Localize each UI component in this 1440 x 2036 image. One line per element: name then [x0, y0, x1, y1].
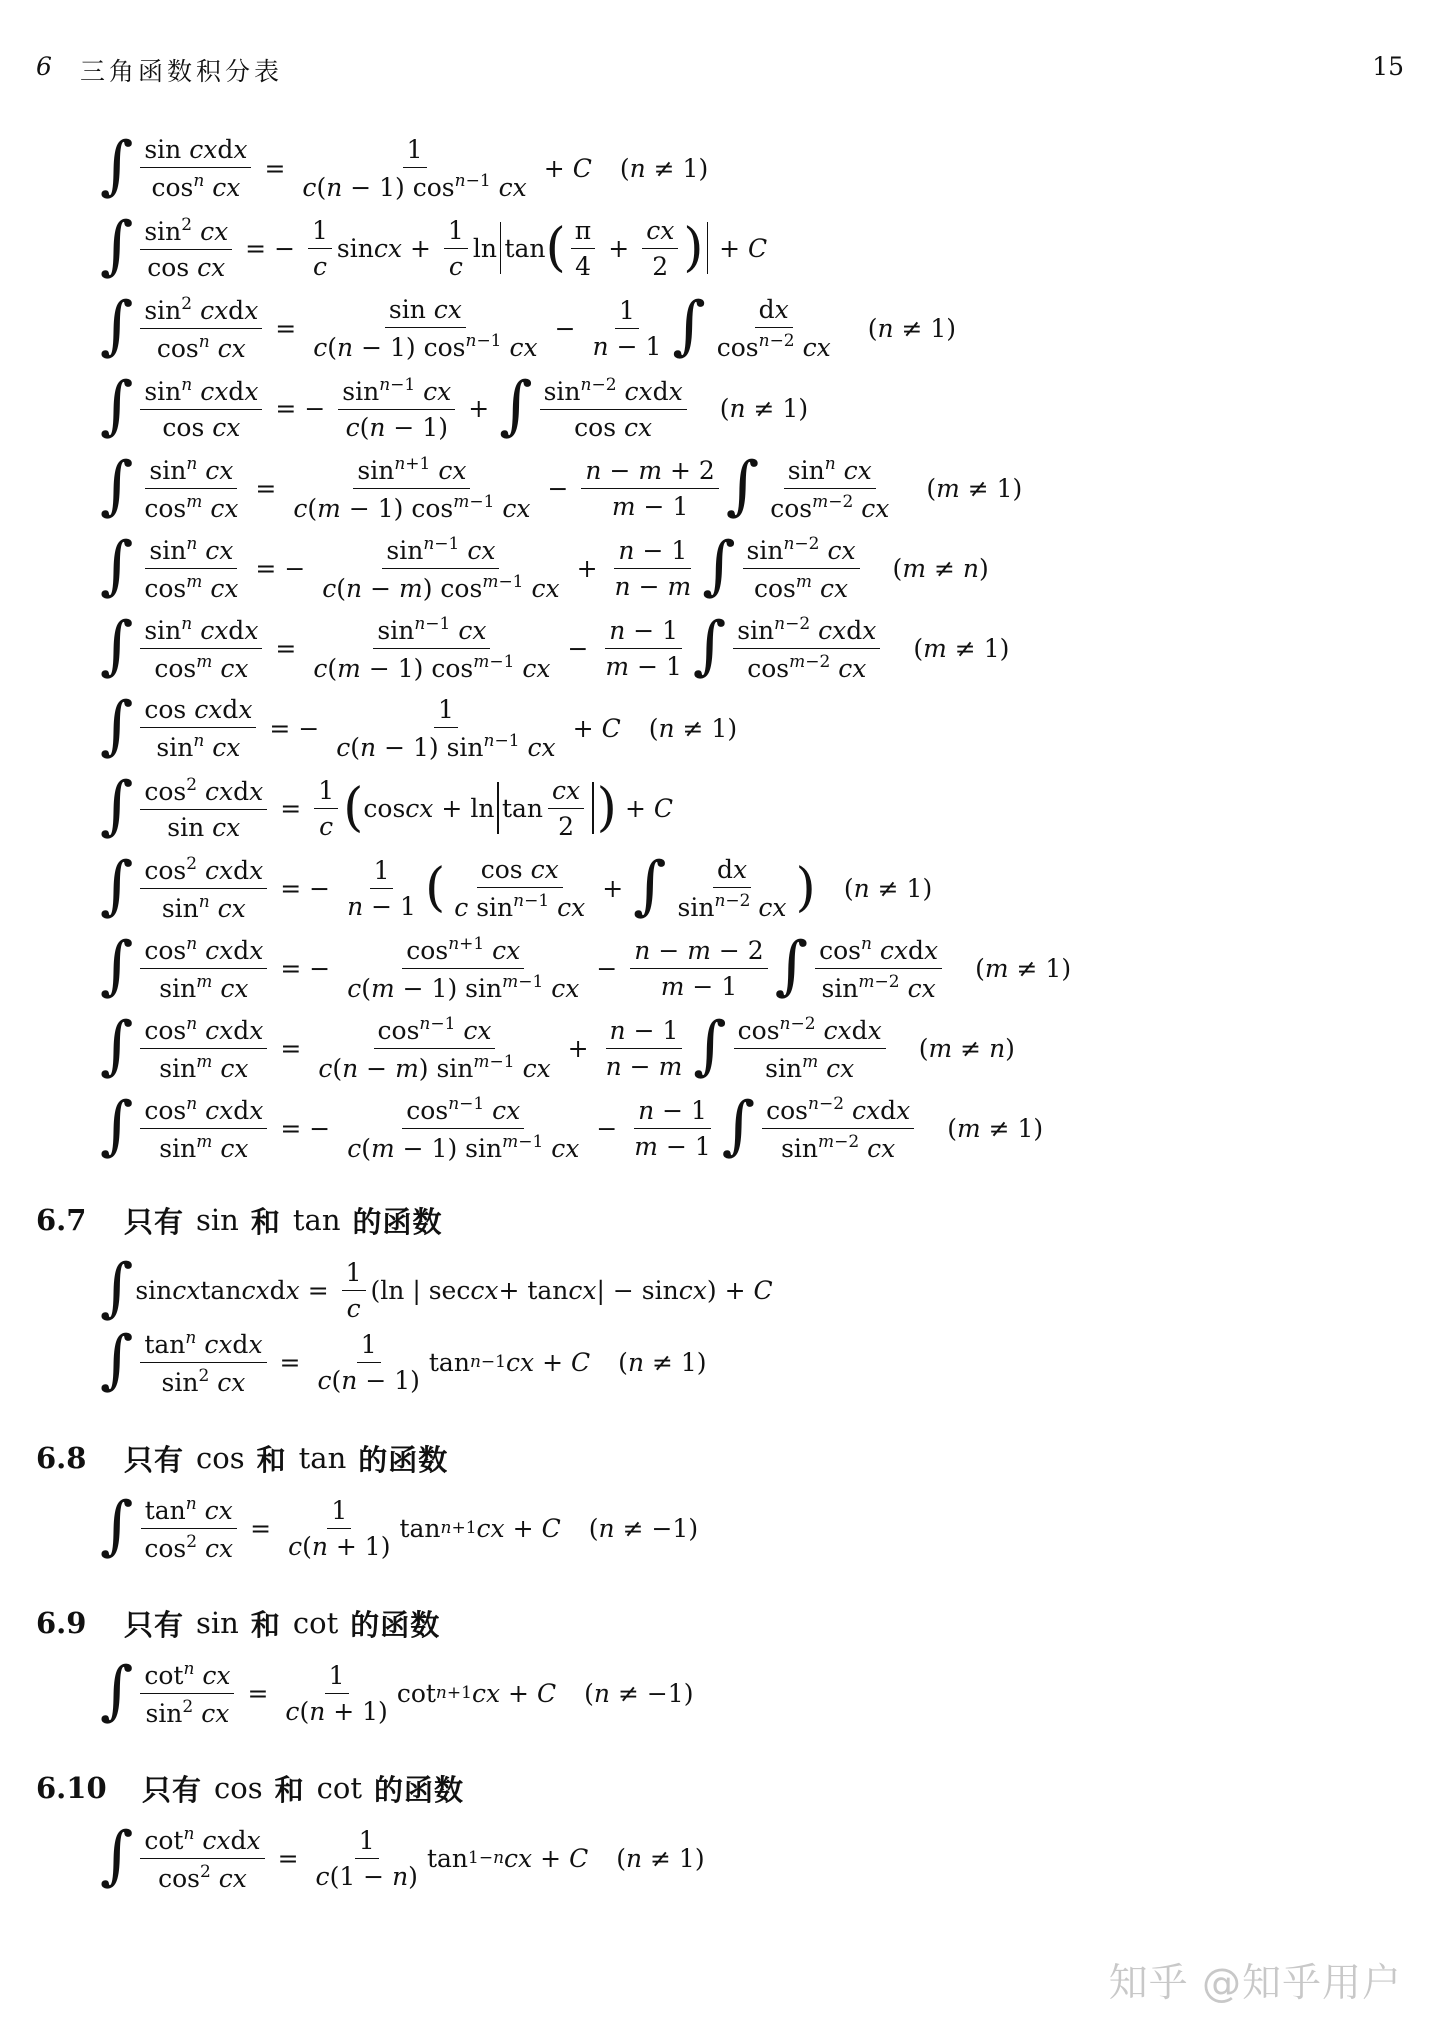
- formula-12: ∫ $\frac{\cos^n cxdx}{\sin^m cx}$ = $\frac{\cos^{n-1} cx}{c(n - m) \sin^{m-1} cx}$ + $\frac{n - 1}{n - m}$ ∫ $\frac{\cos^{n-2} cxdx}{\sin^m cx}$ (m ≠ n): [100, 1009, 1015, 1083]
- section-title-part: 的函数: [358, 1442, 449, 1477]
- formula-14: ∫ sin cx tan cx d x = $\frac{1}{c}$ (ln | sec cx + tan cx | − sin cx ) + C: [100, 1251, 773, 1325]
- page-header: [36, 52, 1404, 86]
- section-title-part: cos: [196, 1441, 245, 1475]
- section-heading-6-10: [36, 1768, 464, 1808]
- formula-15: ∫ $\frac{\tan^n cxdx}{\sin^2 cx}$ = $\frac{1}{c(n - 1)}$ tan n−1 cx + C (n ≠ 1): [100, 1323, 707, 1397]
- section-title-part: cot: [316, 1771, 362, 1805]
- section-title-part: 和: [274, 1772, 305, 1807]
- section-title-part: cot: [292, 1606, 339, 1640]
- watermark: 知乎 @知乎用户: [1108, 1961, 1402, 2006]
- section-heading-6-9: [36, 1603, 440, 1643]
- section-number: 6.9: [36, 1606, 87, 1640]
- formula-17: ∫ $\frac{\cot^n cx}{\sin^2 cx}$ = $\frac{1}{c(n + 1)}$ cot n+1 cx + C (n ≠ −1): [100, 1654, 694, 1728]
- formula-16: ∫ $\frac{\tan^n cx}{\cos^2 cx}$ = $\frac{1}{c(n + 1)}$ tan n+1 cx + C (n ≠ −1): [100, 1489, 699, 1563]
- section-number: 6.8: [36, 1441, 87, 1475]
- formula-5: ∫ $\frac{\sin^n cx}{\cos^m cx}$ = $\frac{\sin^{n+1} cx}{c(m - 1) \cos^{m-1} cx}$ − $\frac{n - m + 2}{m - 1}$ ∫ $\frac{\sin^n cx}{\cos^{m-2} cx}$ (m ≠ 1): [100, 449, 1023, 523]
- formula-7: ∫ $\frac{\sin^n cxdx}{\cos^m cx}$ = $\frac{\sin^{n-1} cx}{c(m - 1) \cos^{m-1} cx}$ − $\frac{n - 1}{m - 1}$ ∫ $\frac{\sin^{n-2} cxdx}{\cos^{m-2} cx}$ (m ≠ 1): [100, 609, 1010, 683]
- section-title-part: tan: [292, 1203, 341, 1237]
- section-title-part: cos: [214, 1771, 263, 1805]
- page-number: 15: [1372, 52, 1404, 81]
- formula-4: ∫ $\frac{\sin^n cxdx}{\text{cos cx}}$ = − $\frac{\sin^{n-1} cx}{c(n - 1)}$ + ∫ $\frac{\sin^{n-2} cxdx}{\text{cos cx}}$ (n ≠ 1): [100, 369, 809, 443]
- section-number: 6.7: [36, 1203, 87, 1237]
- section-title-part: 和: [250, 1204, 281, 1239]
- formula-1: ∫ $\frac{\text{sin cxdx}}{\cos^n cx}$ = $\frac{1}{c(n - 1) \cos^{n-1} cx}$ + C (n ≠ 1): [100, 129, 709, 203]
- section-title-part: sin: [196, 1203, 239, 1237]
- formula-2: ∫ $\frac{\sin^2 cx}{\text{cos cx}}$ = − $\frac{1}{c}$ sin cx + $\frac{1}{c}$ ln tan ( $\frac{\pi}{4}$ + $\frac{cx}{2}$ ) + C: [100, 209, 768, 283]
- chapter-title: 三角函数积分表: [80, 57, 284, 86]
- section-title-part: tan: [298, 1441, 347, 1475]
- section-title-part: 的函数: [350, 1607, 441, 1642]
- section-title-part: 的函数: [352, 1204, 443, 1239]
- formula-18: ∫ $\frac{\cot^n cxdx}{\cos^2 cx}$ = $\frac{1}{c(1 - n)}$ tan 1−n cx + C (n ≠ 1): [100, 1819, 705, 1893]
- section-title-part: sin: [196, 1606, 239, 1640]
- section-heading-6-8: [36, 1438, 448, 1478]
- formula-3: ∫ $\frac{\sin^2 cxdx}{\cos^n cx}$ = $\frac{\text{sin cx}}{c(n - 1) \cos^{n-1} cx}$ − $\frac{1}{n - 1}$ ∫ $\frac{dx}{\cos^{n-2} cx}$ (n ≠ 1): [100, 289, 957, 363]
- section-title-part: 只有: [142, 1772, 203, 1807]
- section-title-part: 和: [250, 1607, 281, 1642]
- chapter-number: 6: [36, 52, 52, 81]
- formula-9: ∫ $\frac{\cos^2 cxdx}{\text{sin cx}}$ = $\frac{1}{c}$ ( cos cx + ln tan $\frac{cx}{2}$ ) + C: [100, 769, 674, 843]
- formula-13: ∫ $\frac{\cos^n cxdx}{\sin^m cx}$ = − $\frac{\cos^{n-1} cx}{c(m - 1) \sin^{m-1} cx}$ − $\frac{n - 1}{m - 1}$ ∫ $\frac{\cos^{n-2} cxdx}{\sin^{m-2} cx}$ (m ≠ 1): [100, 1089, 1044, 1163]
- section-title-part: 只有: [124, 1607, 185, 1642]
- section-number: 6.10: [36, 1771, 107, 1805]
- formula-11: ∫ $\frac{\cos^n cxdx}{\sin^m cx}$ = − $\frac{\cos^{n+1} cx}{c(m - 1) \sin^{m-1} cx}$ − $\frac{n - m - 2}{m - 1}$ ∫ $\frac{\cos^n cxdx}{\sin^{m-2} cx}$ (m ≠ 1): [100, 929, 1072, 1003]
- formula-8: ∫ $\frac{\text{cos cxdx}}{\sin^n cx}$ = − $\frac{1}{c(n - 1) \sin^{n-1} cx}$ + C (n ≠ 1): [100, 689, 738, 763]
- section-heading-6-7: [36, 1200, 443, 1240]
- section-title-part: 只有: [124, 1204, 185, 1239]
- section-title-part: 只有: [124, 1442, 185, 1477]
- section-title-part: 的函数: [373, 1772, 464, 1807]
- formula-10: ∫ $\frac{\cos^2 cxdx}{\sin^n cx}$ = − $\frac{1}{n - 1}$ ( $\frac{\text{cos cx}}{c \sin^{n-1} cx}$ + ∫ $\frac{dx}{\sin^{n-2} cx}$ ) (n ≠ 1): [100, 849, 933, 923]
- formula-6: ∫ $\frac{\sin^n cx}{\cos^m cx}$ = − $\frac{\sin^{n-1} cx}{c(n - m) \cos^{m-1} cx}$ + $\frac{n - 1}{n - m}$ ∫ $\frac{\sin^{n-2} cx}{\cos^m cx}$ (m ≠ n): [100, 529, 989, 603]
- section-title-part: 和: [256, 1442, 287, 1477]
